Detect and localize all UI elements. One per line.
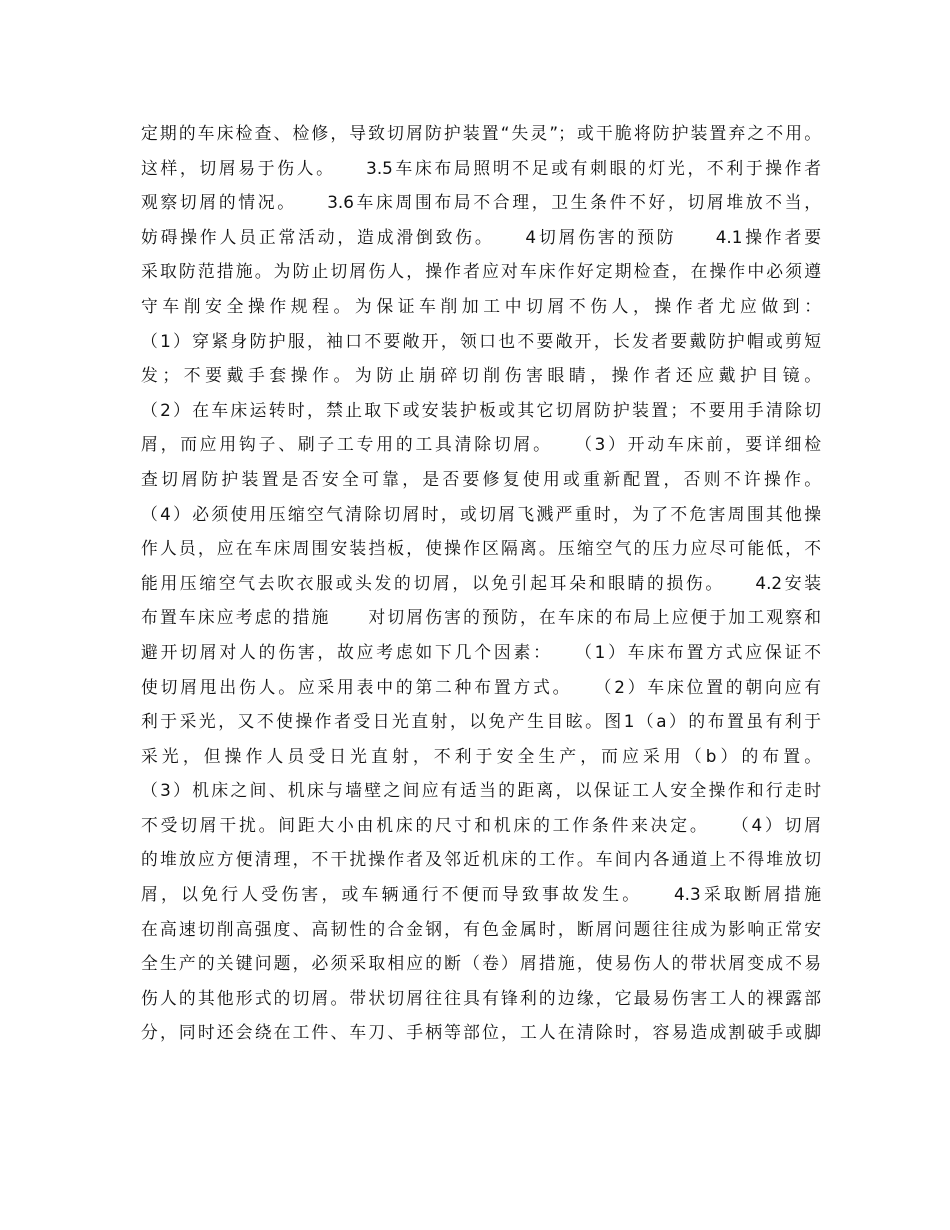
text-line: 妨碍操作人员正常活动，造成滑倒致伤。 4切屑伤害的预防 4.1操作者要	[141, 226, 821, 247]
text-line: 使切屑甩出伤人。应采用表中的第二种布置方式。 （2）车床位置的朝向应有	[141, 676, 821, 697]
text-line: 不受切屑干扰。间距大小由机床的尺寸和机床的工作条件来决定。 （4）切屑	[141, 814, 821, 835]
text-line: 分，同时还会绕在工件、车刀、手柄等部位，工人在清除时，容易造成割破手或脚	[141, 1022, 821, 1043]
text-line: 采光，但操作人员受日光直射，不利于安全生产，而应采用（b）的布置。	[141, 745, 821, 766]
text-line: 发；不要戴手套操作。为防止崩碎切削伤害眼睛，操作者还应戴护目镜。	[141, 365, 821, 386]
text-line: 在高速切削高强度、高韧性的合金钢，有色金属时，断屑问题往往成为影响正常安	[141, 918, 821, 939]
text-line: 伤人的其他形式的切屑。带状切屑往往具有锋利的边缘，它最易伤害工人的裸露部	[141, 987, 821, 1008]
text-line: 布置车床应考虑的措施 对切屑伤害的预防，在车床的布局上应便于加工观察和	[141, 607, 821, 628]
text-line: 屑，以免行人受伤害，或车辆通行不便而导致事故发生。 4.3采取断屑措施	[141, 884, 821, 905]
text-line: 利于采光，又不使操作者受日光直射，以免产生目眩。图1（a）的布置虽有利于	[141, 711, 821, 732]
text-line: 守车削安全操作规程。为保证车削加工中切屑不伤人，操作者尤应做到：	[141, 295, 821, 316]
text-line: 采取防范措施。为防止切屑伤人，操作者应对车床作好定期检查，在操作中必须遵	[141, 261, 821, 282]
text-line: （4）必须使用压缩空气清除切屑时，或切屑飞溅严重时，为了不危害周围其他操	[141, 503, 821, 524]
text-line: 查切屑防护装置是否安全可靠，是否要修复使用或重新配置，否则不许操作。	[141, 468, 821, 489]
text-line: 的堆放应方便清理，不干扰操作者及邻近机床的工作。车间内各通道上不得堆放切	[141, 849, 821, 870]
text-line: 屑，而应用钩子、刷子工专用的工具清除切屑。 （3）开动车床前，要详细检	[141, 434, 821, 455]
text-line: 能用压缩空气去吹衣服或头发的切屑，以免引起耳朵和眼睛的损伤。 4.2安装	[141, 572, 821, 593]
text-line: （2）在车床运转时，禁止取下或安装护板或其它切屑防护装置；不要用手清除切	[141, 399, 821, 420]
text-line: 观察切屑的情况。 3.6车床周围布局不合理，卫生条件不好，切屑堆放不当，	[141, 192, 821, 213]
text-line: 作人员，应在车床周围安装挡板，使操作区隔离。压缩空气的压力应尽可能低，不	[141, 538, 821, 559]
text-line: （3）机床之间、机床与墙壁之间应有适当的距离，以保证工人安全操作和行走时	[141, 780, 821, 801]
text-line: 定期的车床检查、检修，导致切屑防护装置“失灵”；或干脆将防护装置弃之不用。	[141, 123, 821, 143]
text-line: 全生产的关键问题，必须采取相应的断（卷）屑措施，使易伤人的带状屑变成不易	[141, 953, 821, 974]
text-line: 避开切屑对人的伤害，故应考虑如下几个因素： （1）车床布置方式应保证不	[141, 641, 821, 662]
text-line: 这样，切屑易于伤人。 3.5车床布局照明不足或有刺眼的灯光，不利于操作者	[141, 157, 821, 178]
text-line: （1）穿紧身防护服，袖口不要敞开，领口也不要敞开，长发者要戴防护帽或剪短	[141, 330, 821, 351]
body-text	[141, 116, 821, 1050]
